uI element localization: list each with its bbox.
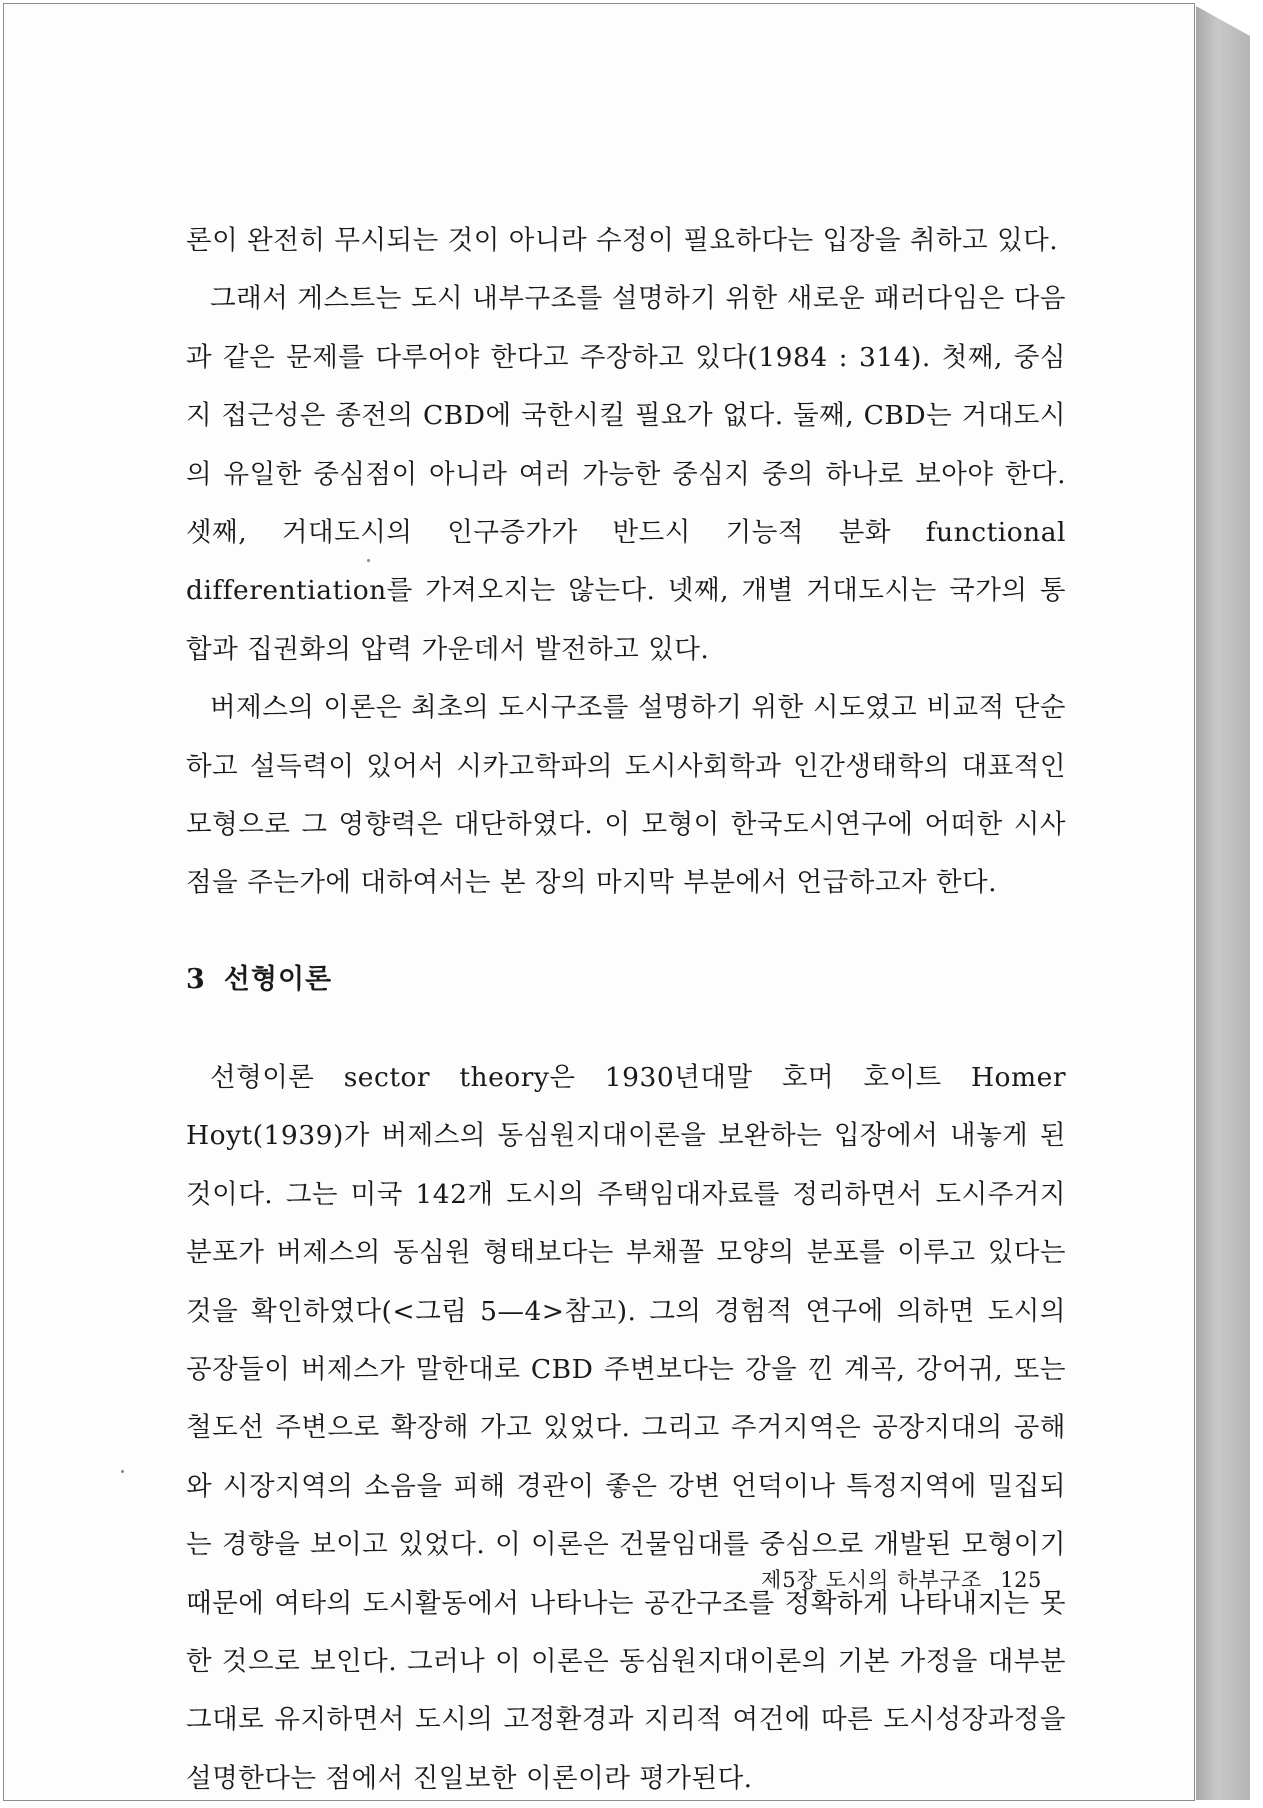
page-number: 125 [1000, 1568, 1042, 1592]
running-title: 제5장 도시의 하부구조 [761, 1568, 983, 1592]
paragraph-burgess-summary: 버제스의 이론은 최초의 도시구조를 설명하기 위한 시도였고 비교적 단순하고 설득력이 있어서 시카고학파의 도시사회학과 인간생태학의 대표적인 모형으로 그 영향력은 대단하였다. 이 모형이 한국도시연구에 어떠한 시사점을 주는가에 대하여서는 본 장의 마지막 부분에서 언급하고자 한다. [186, 692, 1066, 899]
section-title: 선형이론 [223, 963, 333, 995]
spacer [186, 1009, 1066, 1049]
paragraph-gest-paradigm: 그래서 게스트는 도시 내부구조를 설명하기 위한 새로운 패러다임은 다음과 같은 문제를 다루어야 한다고 주장하고 있다(1984 : 314). 첫째, 중심지 접근성은 종전의 CBD에 국한시킬 필요가 없다. 둘째, CBD는 거대도시의 유일한 중심점이 아니라 여러 가능한 중심지 중의 하나로 보아야 한다. 셋째, 거대도시의 인구증가가 반드시 기능적 분화 functional differentiation를 가져오지는 않는다. 넷째, 개별 거대도시는 국가의 통합과 집권화의 압력 가운데서 발전하고 있다. [186, 283, 1066, 665]
section-heading [186, 951, 1066, 1009]
paragraph-continuation: 론이 완전히 무시되는 것이 아니라 수정이 필요하다는 입장을 취하고 있다. [186, 225, 1059, 256]
page-footer [761, 1564, 1042, 1594]
paragraph-sector-theory: 선형이론 sector theory은 1930년대말 호머 호이트 Homer Hoyt(1939)가 버제스의 동심원지대이론을 보완하는 입장에서 내놓게 된 것이다. 그는 미국 142개 도시의 주택임대자료를 정리하면서 도시주거지 분포가 버제스의 동심원 형태보다는 부채꼴 모양의 분포를 이루고 있다는 것을 확인하였다(<그림 5—4>참고). 그의 경험적 연구에 의하면 도시의 공장들이 버제스가 말한대로 CBD 주변보다는 강을 낀 계곡, 강어귀, 또는 철도선 주변으로 확장해 가고 있었다. 그리고 주거지역은 공장지대의 공해와 시장지역의 소음을 피해 경관이 좋은 강변 언덕이나 특정지역에 밀집되는 경향을 보이고 있었다. 이 이론은 건물임대를 중심으로 개발된 모형이기 때문에 여타의 도시활동에서 나타나는 공간구조를 정확하게 나타내지는 못한 것으로 보인다. 그러나 이 이론은 동심원지대이론의 기본 가정을 대부분 그대로 유지하면서 도시의 고정환경과 지리적 여건에 따른 도시성장과정을 설명한다는 점에서 진일보한 이론이라 평가된다. [186, 1061, 1066, 1794]
scan-speck [121, 1470, 124, 1473]
spacer [186, 913, 1066, 951]
scan-speck [367, 559, 370, 562]
section-number: 3 [186, 963, 206, 995]
page-sheet [3, 3, 1195, 1801]
page-edge-shadow [1196, 6, 1250, 1800]
